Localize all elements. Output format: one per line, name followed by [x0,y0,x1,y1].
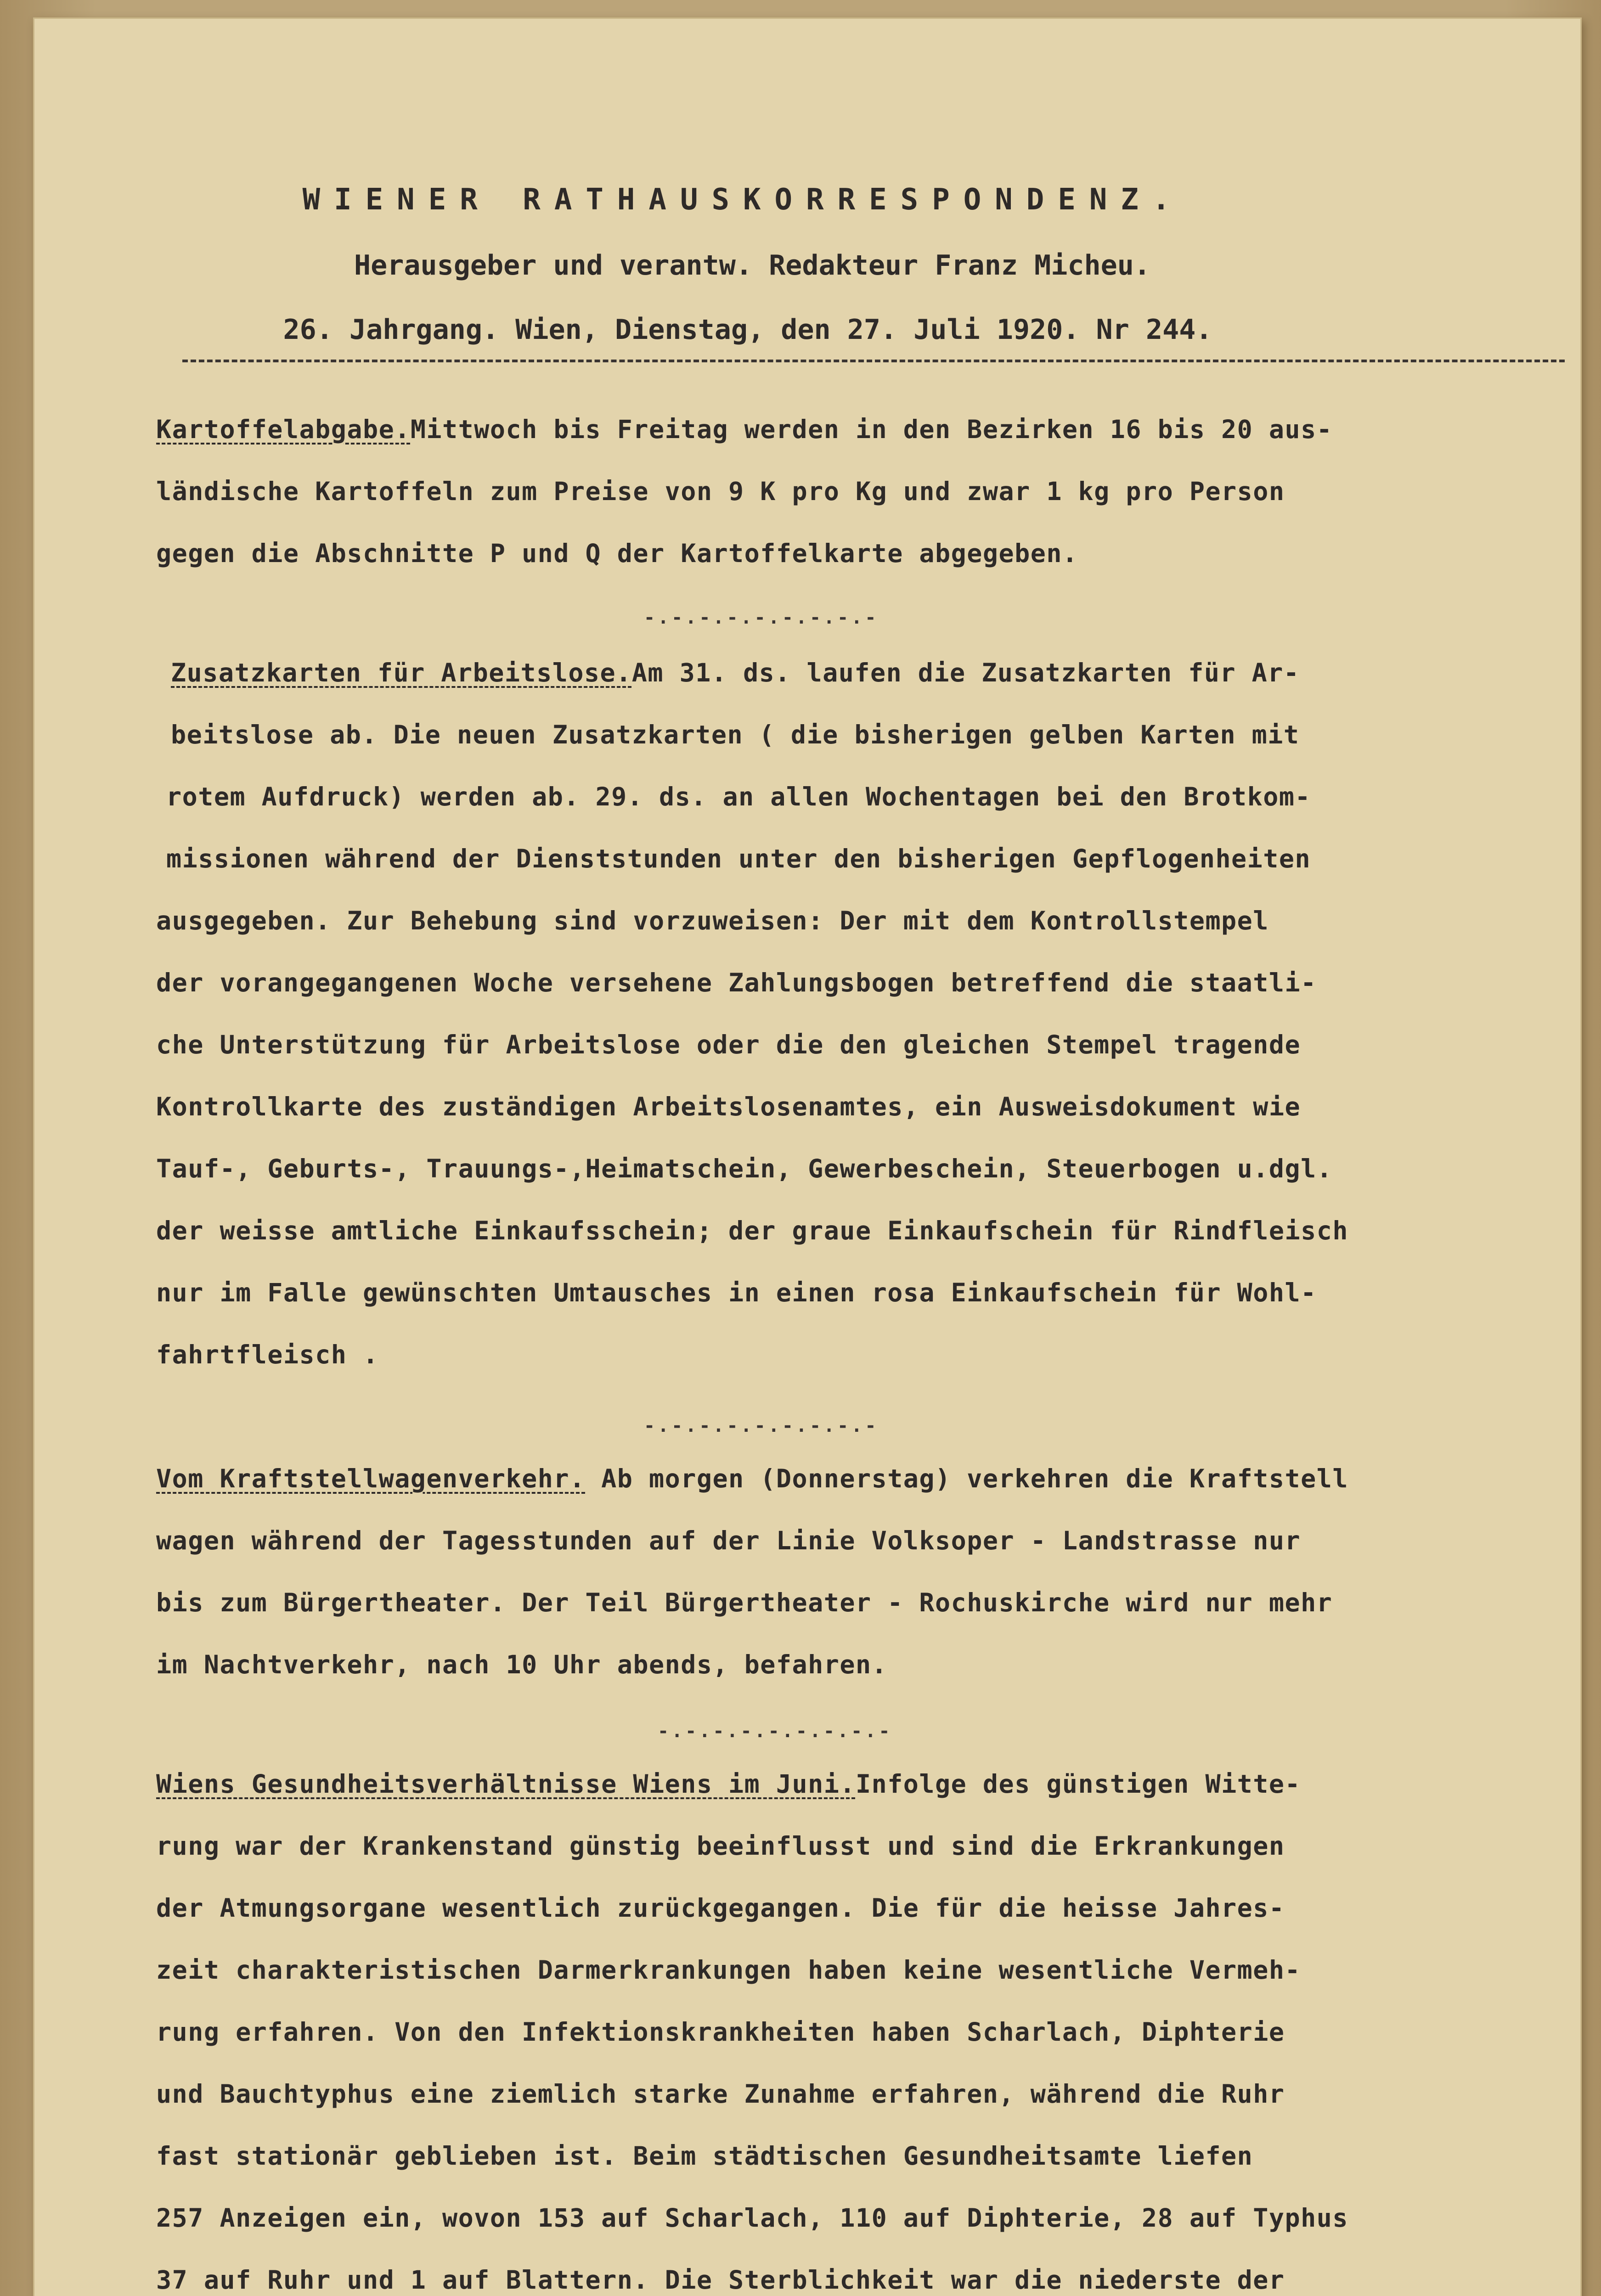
article-2-line-1: Zusatzkarten für Arbeitslose.Am 31. ds. laufen die Zusatzkarten für Ar- [171,658,1300,687]
article-4-line-3: der Atmungsorgane wesentlich zurückgegangen. Die für die heisse Jahres- [156,1893,1285,1923]
article-4-line-4: zeit charakteristischen Darmerkrankungen haben keine wesentliche Vermeh- [156,1955,1301,1985]
article-3-heading: Vom Kraftstellwagenverkehr. [156,1464,586,1493]
article-2-line-10: der weisse amtliche Einkaufsschein; der graue Einkaufschein für Rindfleisch [156,1216,1348,1245]
article-2-line-5: ausgegeben. Zur Behebung sind vorzuweisen: Der mit dem Kontrollstempel [156,906,1269,935]
article-4-line-8: 257 Anzeigen ein, wovon 153 auf Scharlach, 110 auf Diphterie, 28 auf Typhus [156,2203,1348,2233]
article-4-line-7: fast stationär geblieben ist. Beim städtischen Gesundheitsamte liefen [156,2141,1253,2171]
separator-3: -.-.-.-.-.-.-.-.- [658,1721,893,1742]
article-2-line-9: Tauf-, Geburts-, Trauungs-,Heimatschein, Gewerbeschein, Steuerbogen u.dgl. [156,1154,1333,1183]
article-2-line-6: der vorangegangenen Woche versehene Zahlungsbogen betreffend die staatli- [156,968,1317,997]
article-2-line-12: fahrtfleisch . [156,1340,379,1369]
article-4-line-6: und Bauchtyphus eine ziemlich starke Zunahme erfahren, während die Ruhr [156,2079,1285,2109]
article-2-line-11: nur im Falle gewünschten Umtausches in einen rosa Einkaufschein für Wohl- [156,1278,1317,1307]
separator-2: -.-.-.-.-.-.-.-.- [644,1415,879,1436]
article-2-line-7: che Unterstützung für Arbeitslose oder die den gleichen Stempel tragende [156,1030,1301,1059]
article-1-line-2: ländische Kartoffeln zum Preise von 9 K pro Kg und zwar 1 kg pro Person [156,477,1285,506]
masthead-publisher: Herausgeber und verantw. Redakteur Franz Micheu. [354,249,1150,281]
article-4-heading: Wiens Gesundheitsverhältnisse Wiens im Juni. [156,1769,856,1799]
article-4-line-5: rung erfahren. Von den Infektionskrankheiten haben Scharlach, Diphterie [156,2017,1285,2047]
separator-1: -.-.-.-.-.-.-.-.- [644,607,879,628]
article-3-line-2: wagen während der Tagesstunden auf der Linie Volksoper - Landstrasse nur [156,1526,1301,1555]
article-2-line-3: rotem Aufdruck) werden ab. 29. ds. an allen Wochentagen bei den Brotkom- [166,782,1311,811]
article-2-line-8: Kontrollkarte des zuständigen Arbeitslosenamtes, ein Ausweisdokument wie [156,1092,1301,1121]
article-4-line-1: Wiens Gesundheitsverhältnisse Wiens im Juni.Infolge des günstigen Witte- [156,1769,1301,1799]
article-1-line-3: gegen die Abschnitte P und Q der Kartoffelkarte abgegeben. [156,539,1078,568]
article-2-line-2: beitslose ab. Die neuen Zusatzkarten ( die bisherigen gelben Karten mit [171,720,1300,749]
article-1-line-1: Kartoffelabgabe.Mittwoch bis Freitag werden in den Bezirken 16 bis 20 aus- [156,415,1333,444]
article-3-line-3: bis zum Bürgertheater. Der Teil Bürgertheater - Rochuskirche wird nur mehr [156,1588,1333,1617]
article-3-line-4: im Nachtverkehr, nach 10 Uhr abends, befahren. [156,1650,888,1679]
article-1-heading: Kartoffelabgabe. [156,415,411,444]
article-2-line-4: missionen während der Dienststunden unter den bisherigen Gepflogenheiten [166,844,1311,873]
masthead-title: WIENER RATHAUSKORRESPONDENZ. [302,183,1184,217]
article-4-line-2: rung war der Krankenstand günstig beeinflusst und sind die Erkrankungen [156,1831,1285,1861]
article-2-heading: Zusatzkarten für Arbeitslose. [171,658,632,687]
body-text [33,17,1582,2296]
article-3-line-1: Vom Kraftstellwagenverkehr. Ab morgen (Donnerstag) verkehren die Kraftstell [156,1464,1348,1493]
masthead-dateline: 26. Jahrgang. Wien, Dienstag, den 27. Juli 1920. Nr 244. [283,314,1212,346]
article-4-line-9: 37 auf Ruhr und 1 auf Blattern. Die Sterblichkeit war die niederste der [156,2265,1285,2295]
document-page [33,17,1582,2296]
